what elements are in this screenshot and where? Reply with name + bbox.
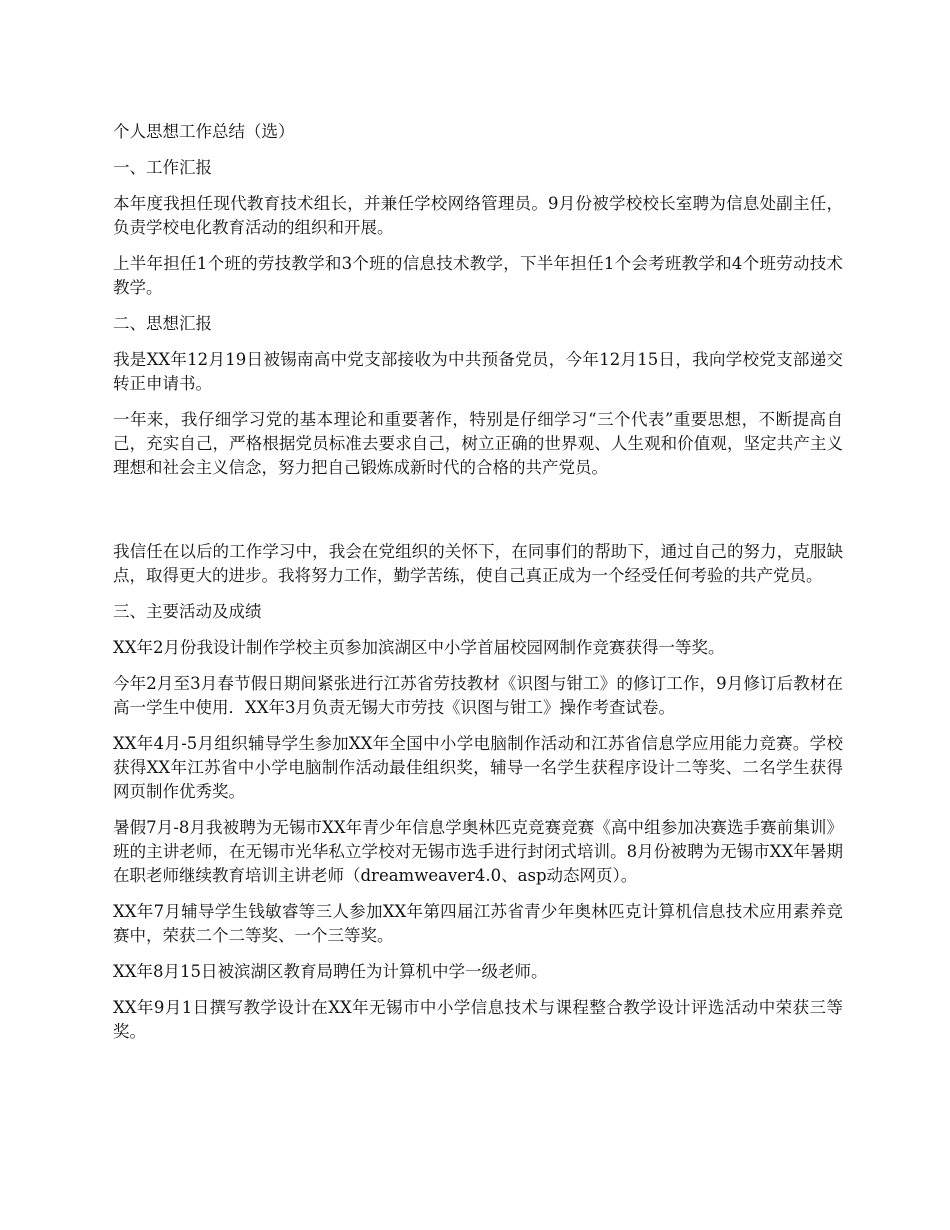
document-title: 个人思想工作总结（选）: [113, 122, 295, 141]
paragraph: 一年来，我仔细学习党的基本理论和重要著作，特别是仔细学习“三个代表”重要思想，不断提高自己，充实自己，严格根据党员标准去要求自己，树立正确的世界观、人生观和价值观，坚定共产主义理想和社会主义信念，努力把自己锻炼成新时代的合格的共产党员。: [113, 410, 843, 477]
paragraph: XX年2月份我设计制作学校主页参加滨湖区中小学首届校园网制作竞赛获得一等奖。: [113, 638, 725, 657]
paragraph: 暑假7月-8月我被聘为无锡市XX年青少年信息学奥林匹克竞赛竞赛《高中组参加决赛选手赛前集训》班的主讲老师，在无锡市光华私立学校对无锡市选手进行封闭式培训。8月份被聘为无锡市XX年暑期在职老师继续教育培训主讲老师（dreamweaver4.0、asp动态网页）。: [113, 818, 843, 885]
paragraph: 我是XX年12月19日被锡南高中党支部接收为中共预备党员，今年12月15日，我向学校党支部递交转正申请书。: [113, 350, 843, 393]
paragraph: 今年2月至3月春节假日期间紧张进行江苏省劳技教材《识图与钳工》的修订工作，9月修订后教材在高一学生中使用．XX年3月负责无锡大市劳技《识图与钳工》操作考查试卷。: [113, 674, 843, 717]
paragraph: XX年8月15日被滨湖区教育局聘任为计算机中学一级老师。: [113, 962, 548, 981]
paragraph: 我信任在以后的工作学习中，我会在党组织的关怀下，在同事们的帮助下，通过自己的努力，克服缺点，取得更大的进步。我将努力工作，勤学苦练，使自己真正成为一个经受任何考验的共产党员。: [113, 542, 843, 585]
paragraph: 上半年担任1个班的劳技教学和3个班的信息技术教学，下半年担任1个会考班教学和4个班劳动技术教学。: [113, 254, 843, 297]
paragraph: 本年度我担任现代教育技术组长，并兼任学校网络管理员。9月份被学校校长室聘为信息处副主任，负责学校电化教育活动的组织和开展。: [113, 194, 843, 237]
paragraph: XX年4月-5月组织辅导学生参加XX年全国中小学电脑制作活动和江苏省信息学应用能力竞赛。学校获得XX年江苏省中小学电脑制作活动最佳组织奖，辅导一名学生获程序设计二等奖、二名学生获得网页制作优秀奖。: [113, 734, 843, 801]
paragraph: XX年7月辅导学生钱敏睿等三人参加XX年第四届江苏省青少年奥林匹克计算机信息技术应用素养竞赛中，荣获二个二等奖、一个三等奖。: [113, 902, 843, 945]
paragraph: XX年9月1日撰写教学设计在XX年无锡市中小学信息技术与课程整合教学设计评选活动中荣获三等奖。: [113, 998, 843, 1041]
section-heading-work-report: 一、工作汇报: [113, 158, 212, 177]
document-body: [113, 120, 843, 1056]
section-heading-thought-report: 二、思想汇报: [113, 314, 212, 333]
section-heading-activities: 三、主要活动及成绩: [113, 602, 262, 621]
